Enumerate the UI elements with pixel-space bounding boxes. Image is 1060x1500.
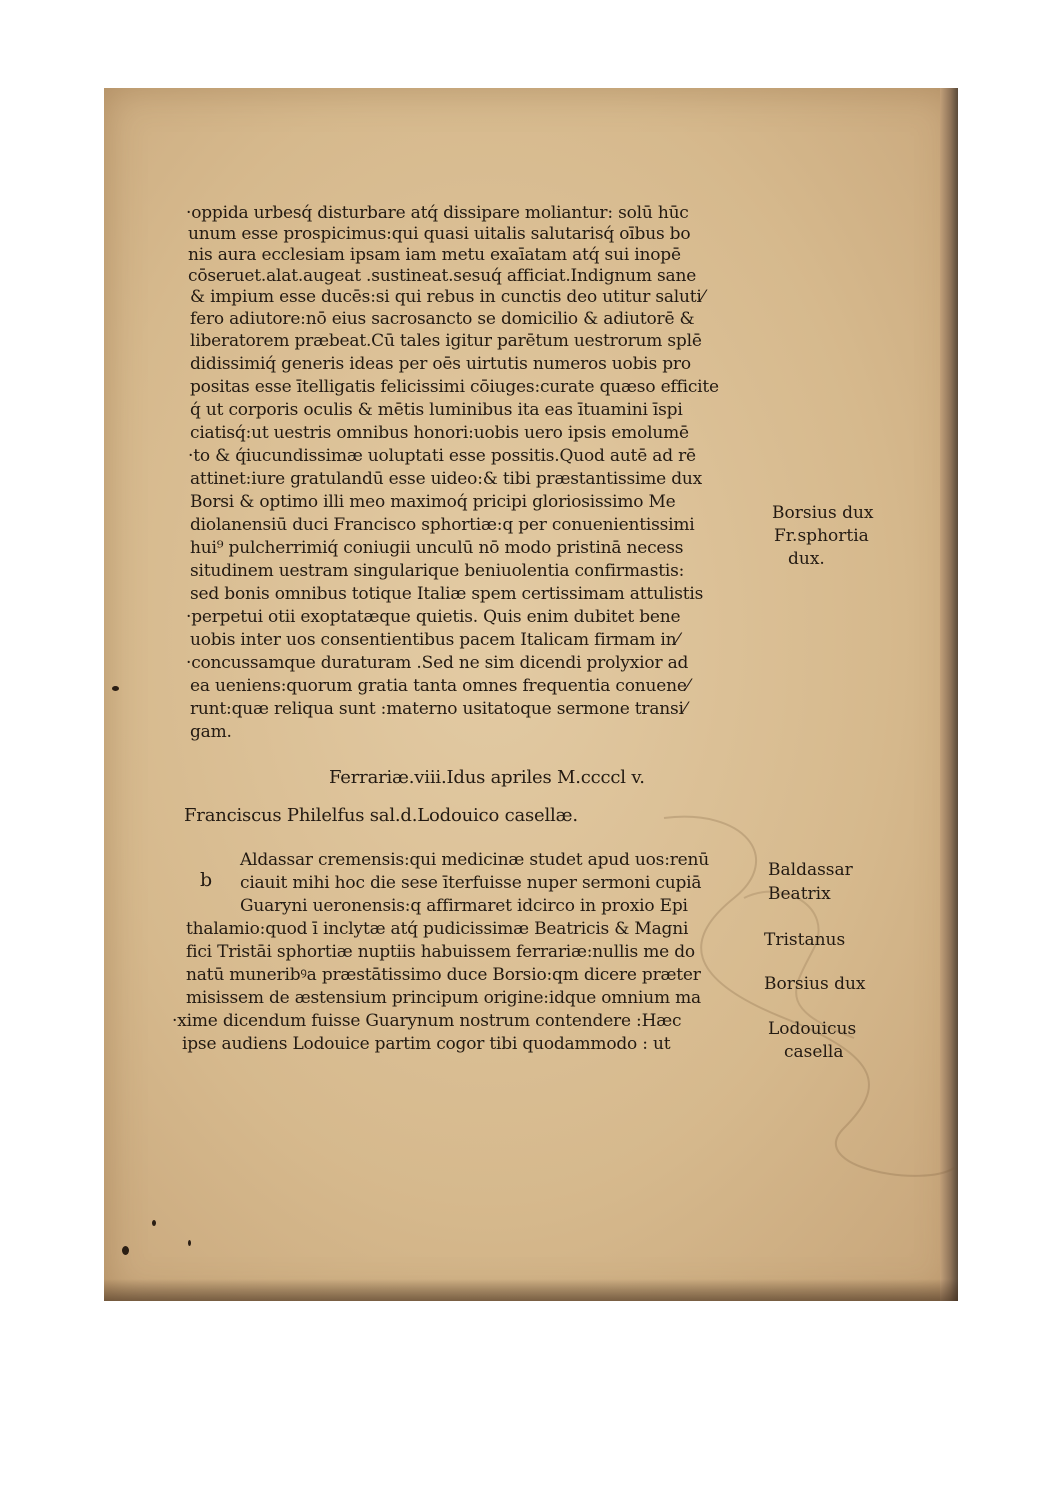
text-line: fici Tristāi sphortiæ nuptiis habuissem ferrariæ:nullis me do [186, 942, 695, 962]
text-line: thalamio:quod ī inclytæ atq́ pudicissimæ Beatricis & Magni [186, 919, 689, 939]
text-line: ipse audiens Lodouice partim cogor tibi quodammodo : ut [182, 1034, 671, 1054]
text-line: fero adiutore:nō eius sacrosancto se domicilio & adiutorē & [190, 309, 695, 329]
margin-note: Borsius dux [772, 503, 874, 523]
margin-note: Tristanus [764, 930, 846, 950]
text-line: q́ ut corporis oculis & mētis luminibus ita eas ītuamini īspi [190, 400, 683, 420]
ink-blot [188, 1240, 191, 1246]
margin-note: Borsius dux [764, 974, 866, 994]
text-line: diolanensiū duci Francisco sphortiæ:q per conuenientissimi [190, 515, 695, 535]
text-line: runt:quæ reliqua sunt :materno usitatoque sermone transi⁄ [190, 699, 687, 719]
margin-note: casella [784, 1042, 844, 1062]
text-line: gam. [190, 722, 232, 742]
text-line: ·xime dicendum fuisse Guarynum nostrum contendere :Hæc [172, 1011, 682, 1031]
text-line: sed bonis omnibus totique Italiæ spem certissimam attulistis [190, 584, 704, 604]
margin-note: Fr.sphortia [774, 526, 869, 546]
text-line: Guaryni ueronensis:q affirmaret idcirco in proxio Epi [240, 896, 688, 916]
ink-blot [112, 686, 119, 691]
text-line: ·perpetui otii exoptatæque quietis. Quis enim dubitet bene [186, 607, 681, 627]
text-line: & impium esse ducēs:si qui rebus in cunctis deo utitur saluti⁄ [190, 287, 705, 307]
margin-note: Baldassar [768, 860, 853, 880]
text-line: uobis inter uos consentientibus pacem Italicam firmam in⁄ [190, 630, 680, 650]
text-line: ·concussamque duraturam .Sed ne sim dicendi prolyxior ad [186, 653, 689, 673]
text-line: didissimiq́ generis ideas per oēs uirtutis numeros uobis pro [190, 354, 691, 374]
text-line: natū muneribꝰa præstātissimo duce Borsio:qm dicere præter [186, 965, 701, 985]
margin-note: Lodouicus [768, 1019, 857, 1039]
text-line: positas esse ītelligatis felicissimi cōiuges:curate quæso efficite [190, 377, 719, 397]
text-line: ciatisq́:ut uestris omnibus honori:uobis uero ipsis emolumē [190, 423, 689, 443]
text-line: attinet:iure gratulandū esse uideo:& tibi præstantissime dux [190, 469, 703, 489]
text-line: ea ueniens:quorum gratia tanta omnes frequentia conuene⁄ [190, 676, 690, 696]
text-line: Aldassar cremensis:qui medicinæ studet apud uos:renū [240, 850, 710, 870]
margin-note: dux. [788, 549, 825, 569]
margin-note: Beatrix [768, 884, 831, 904]
manuscript-page-scan [104, 88, 958, 1301]
ink-blot [152, 1220, 156, 1226]
text-line: misissem de æstensium principum origine:idque omnium ma [186, 988, 701, 1008]
initial-letter: b [200, 869, 212, 891]
dateline: Ferrariæ.viii.Idus apriles M.ccccl v. [329, 767, 645, 788]
text-line: situdinem uestram singularique beniuolentia confirmastis: [190, 561, 685, 581]
text-line: unum esse prospicimus:qui quasi uitalis salutarisq́ oībus bo [188, 224, 691, 244]
text-line: ciauit mihi hoc die sese īterfuisse nuper sermoni cupiā [240, 873, 702, 893]
text-line: ·to & q́iucundissimæ uoluptati esse possitis.Quod autē ad rē [188, 446, 696, 466]
text-line: nis aura ecclesiam ipsam iam metu exaīatam atq́ sui inopē [188, 245, 681, 265]
page-bottom-shadow [104, 1279, 958, 1301]
text-line: hui⁹ pulcherrimiq́ coniugii unculū nō modo pristinā necess [190, 538, 684, 558]
text-line: liberatorem præbeat.Cū tales igitur parētum uestrorum splē [190, 331, 702, 351]
text-line: ·oppida urbesq́ disturbare atq́ dissipare moliantur: solū hūc [186, 203, 689, 223]
ink-blot [122, 1246, 129, 1255]
letter-heading: Franciscus Philelfus sal.d.Lodouico casellæ. [184, 805, 578, 826]
text-line: Borsi & optimo illi meo maximoq́ pricipi gloriosissimo Me [190, 492, 676, 512]
text-line: cōseruet.alat.augeat .sustineat.sesuq́ afficiat.Indignum sane [188, 266, 697, 286]
